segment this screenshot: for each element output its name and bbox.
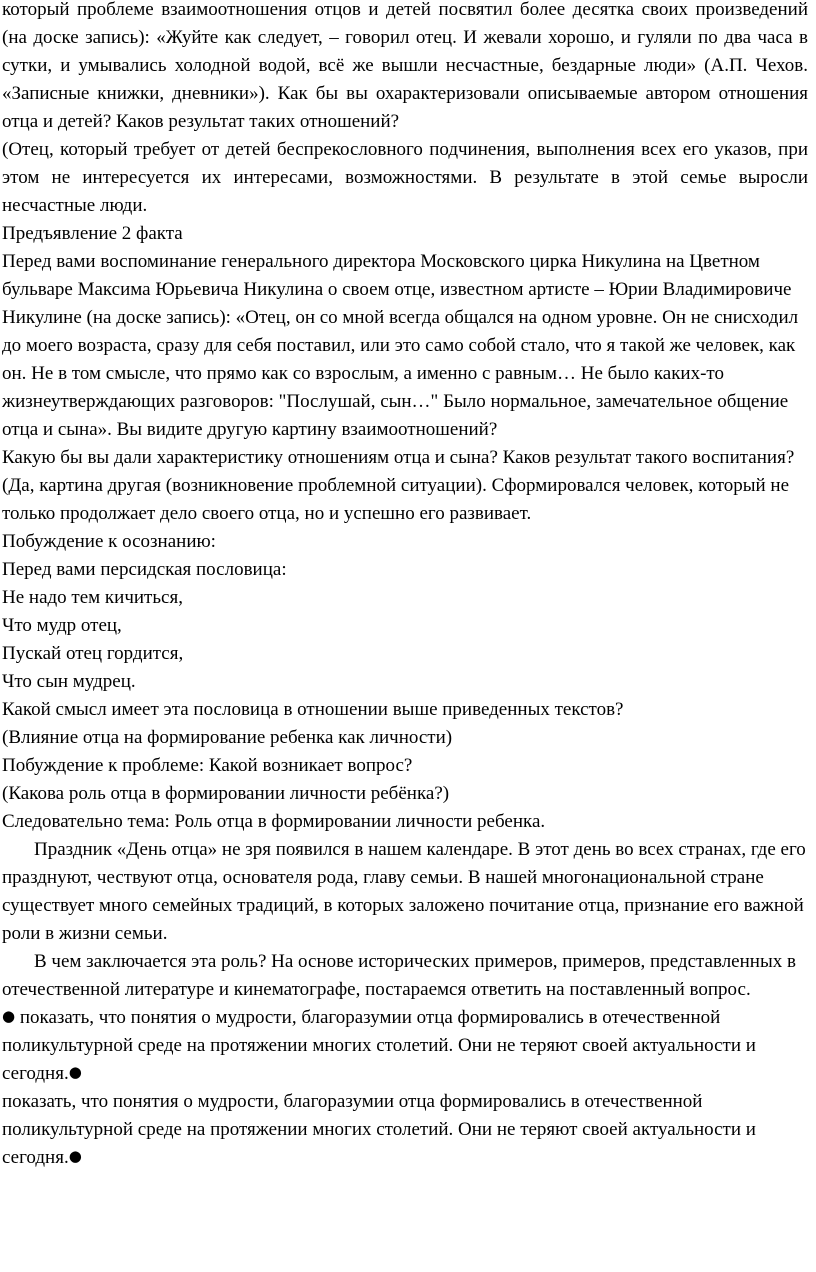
bullet-icon: ●: [2, 1007, 16, 1025]
goal-bullet-item: [2, 1004, 808, 1088]
proverb-answer: (Влияние отца на формирование ребенка как личности): [2, 727, 453, 748]
answer-paragraph-2: (Да, картина другая (возникновение проблемной ситуации). Сформировался человек, который не только продолжает дело своего отца, но и успешно его развивает.: [2, 475, 790, 524]
nikulin-quote-paragraph: Перед вами воспоминание генерального директора Московского цирка Никулина на Цветном бульваре Максима Юрьевича Никулина о своем отце, известном артисте – Юрии Владимировиче Никулине (на доске запись): «Отец, он со мной всегда общался на одном уровне. Он не снисходил до моего возраста, сразу для себя поставил, или это само собой стало, что я такой же человек, как он. Не в том смысле, что прямо как со взрослым, а именно с равным… Не было каких-то жизнеутверждающих разговоров: "Послушай, сын…" Было нормальное, замечательное общение отца и сына». Вы видите другую картину взаимоотношений?: [2, 251, 799, 440]
proverb-line-3: Пускай отец гордится,: [2, 643, 184, 664]
role-question-paragraph: В чем заключается эта роль? На основе исторических примеров, примеров, представленных в отечественной литературе и кинематографе, постараемся ответить на поставленный вопрос.: [2, 951, 796, 1000]
question-paragraph: Какую бы вы дали характеристику отношениям отца и сына? Каков результат такого воспитания?: [2, 447, 795, 468]
proverb-line-2: Что мудр отец,: [2, 615, 122, 636]
bullet-icon: ●: [68, 1063, 82, 1081]
document-page: [2, 0, 808, 1172]
chekhov-quote-paragraph: который проблеме взаимоотношения отцов и детей посвятил более десятка своих произведений (на доске запись): «Жуйте как следует, – говорил отец. И жевали хорошо, и гуляли по два часа в сутки, и умывались холодной водой, всё же вышли несчастные, бездарные люди» (А.П. Чехов. «Записные книжки, дневники»). Как бы вы охарактеризовали описываемые автором отношения отца и детей? Каков результат таких отношений?: [2, 0, 808, 132]
lesson-topic: Следовательно тема: Роль отца в формировании личности ребенка.: [2, 811, 546, 832]
problem-prompt: Побуждение к проблеме: Какой возникает вопрос?: [2, 755, 413, 776]
fathers-day-paragraph: Праздник «День отца» не зря появился в нашем календаре. В этот день во всех странах, где его празднуют, чествуют отца, основателя рода, главу семьи. В нашей многонациональной стране существует много семейных традиций, в которых заложено почитание отца, признание его важной роли в жизни семьи.: [2, 839, 806, 944]
section-heading-awareness: Побуждение к осознанию:: [2, 531, 216, 552]
section-heading-fact-2: Предъявление 2 факта: [2, 223, 183, 244]
proverb-intro: Перед вами персидская пословица:: [2, 559, 287, 580]
bullet-icon: ●: [68, 1147, 82, 1165]
answer-paragraph-1: (Отец, который требует от детей беспрекословного подчинения, выполнения всех его указов, при этом не интересуется их интересами, возможностями. В результате в этой семье выросли несчастные люди.: [2, 139, 808, 216]
goal-paragraph-repeat: [2, 1088, 808, 1172]
proverb-line-1: Не надо тем кичиться,: [2, 587, 183, 608]
proverb-question: Какой смысл имеет эта пословица в отношении выше приведенных текстов?: [2, 699, 624, 720]
goal-repeat-text: показать, что понятия о мудрости, благоразумии отца формировались в отечественной поликультурной среде на протяжении многих столетий. Они не теряют своей актуальности и сегодня.: [2, 1091, 756, 1168]
problem-answer: (Какова роль отца в формировании личности ребёнка?): [2, 783, 450, 804]
goal-bullet-text: показать, что понятия о мудрости, благоразумии отца формировались в отечественной поликультурной среде на протяжении многих столетий. Они не теряют своей актуальности и сегодня.: [2, 1007, 756, 1084]
proverb-line-4: Что сын мудрец.: [2, 671, 136, 692]
